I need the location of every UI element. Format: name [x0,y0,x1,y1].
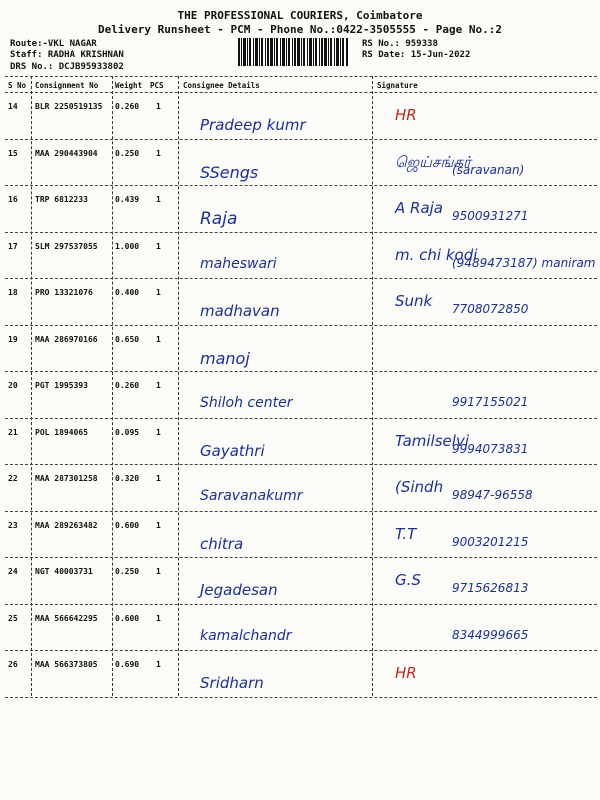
row-sno: 14 [8,102,18,111]
row-consignment: NGT 40003731 [35,567,93,576]
row-consignment: MAA 286970166 [35,334,98,344]
row-pcs: 1 [156,288,161,297]
row-weight: 0.260 [115,102,140,111]
barcode-image [238,38,348,66]
row-weight: 0.690 [115,660,140,669]
row-separator [5,185,597,186]
row-sno: 20 [8,381,18,390]
company-title: THE PROFESSIONAL COURIERS, Coimbatore [177,9,423,22]
row-consignment: SLM 297537055 [35,241,98,251]
row-signature-name: HR [395,106,417,124]
table-top-rule [5,76,597,77]
row-sno: 16 [8,195,18,204]
runsheet-title: Delivery Runsheet - PCM - Phone No.:0422-3505555 - Page No.:2 [98,23,502,36]
row-signature-name: (Sindh [395,478,444,496]
row-signature-name: ஜெய்சங்கர் [395,152,471,171]
drs-label: DRS No.: DCJB95933802 [10,62,124,72]
row-pcs: 1 [156,195,161,204]
row-separator [5,464,597,465]
row-pcs: 1 [156,241,161,251]
row-consignment: MAA 287301258 [35,474,98,483]
col-signature: Signature [377,81,418,90]
row-sno: 17 [8,241,18,251]
row-signature-name: T.T [395,524,417,543]
row-sno: 23 [8,520,18,530]
row-pcs: 1 [156,102,161,111]
row-signature-name: G.S [395,571,421,589]
col-weight: Weight [115,81,143,90]
row-signature-phone: 9994073831 [452,441,529,456]
row-weight: 0.250 [115,148,140,158]
row-consignment: MAA 566642295 [35,613,98,623]
row-weight: 1.000 [115,241,140,251]
col-consignee: Consignee Details [183,81,260,90]
row-consignee-handwriting: Pradeep kumr [200,116,306,134]
row-consignee-handwriting: SSengs [200,162,259,182]
staff-label: Staff: RADHA KRISHNAN [10,50,124,60]
row-sno: 24 [8,567,18,576]
row-consignee-handwriting: Raja [200,209,238,229]
row-signature-phone: 7708072850 [452,302,529,316]
row-pcs: 1 [156,567,161,576]
row-consignee-handwriting: kamalchandr [200,627,292,644]
row-separator [5,650,597,651]
row-pcs: 1 [156,520,161,530]
row-signature-name: HR [395,664,417,682]
row-signature-phone: 8344999665 [452,627,529,642]
row-consignment: PRO 13321076 [35,288,93,297]
row-pcs: 1 [156,660,161,669]
row-consignment: MAA 289263482 [35,520,98,530]
col-consignment: Consignment No [35,81,99,90]
row-separator [5,511,597,512]
row-consignment: PGT 1995393 [35,381,88,390]
row-sno: 15 [8,148,18,158]
row-sno: 22 [8,474,18,483]
row-consignment: BLR 2250519135 [35,102,103,111]
row-weight: 0.650 [115,334,140,344]
row-separator [5,557,597,558]
row-signature-phone: (9489473187) maniram [452,255,596,270]
row-pcs: 1 [156,381,161,390]
row-weight: 0.250 [115,567,140,576]
route-label: Route:-VKL NAGAR [10,39,97,49]
row-separator [5,604,597,605]
row-consignee-handwriting: madhavan [200,302,280,320]
row-weight: 0.600 [115,520,140,530]
row-weight: 0.320 [115,474,140,483]
table-header-rule [5,92,597,93]
row-pcs: 1 [156,334,161,344]
row-separator [5,139,597,140]
row-signature-phone: 9003201215 [452,534,529,549]
row-signature-phone: 9715626813 [452,581,529,595]
row-separator [5,232,597,233]
row-consignee-handwriting: Gayathri [200,441,265,460]
row-consignee-handwriting: maheswari [200,255,277,272]
row-consignee-handwriting: Sridharn [200,674,264,692]
row-separator [5,325,597,326]
row-weight: 0.439 [115,195,140,204]
row-sno: 21 [8,427,18,437]
row-weight: 0.600 [115,613,140,623]
row-pcs: 1 [156,148,161,158]
row-sno: 25 [8,613,18,623]
row-separator [5,278,597,279]
row-separator [5,697,597,698]
row-consignee-handwriting: Jegadesan [200,581,278,599]
row-consignment: TRP 6812233 [35,195,88,204]
row-signature-phone: 98947-96558 [452,488,533,502]
row-signature-phone: (saravanan) [452,162,525,177]
row-signature-name: Tamilselvi [395,431,469,450]
row-sno: 18 [8,288,18,297]
row-consignee-handwriting: Shiloh center [200,395,293,411]
row-separator [5,418,597,419]
row-signature-phone: 9917155021 [452,395,529,409]
row-sno: 19 [8,334,18,344]
row-signature-name: Sunk [395,292,433,310]
row-weight: 0.260 [115,381,140,390]
row-pcs: 1 [156,427,161,437]
row-signature-name: A Raja [395,199,444,217]
row-consignee-handwriting: manoj [200,348,250,368]
row-signature-name: m. chi kodi [395,245,478,264]
row-consignee-handwriting: Saravanakumr [200,488,303,504]
row-pcs: 1 [156,613,161,623]
row-sno: 26 [8,660,18,669]
row-consignment: MAA 290443904 [35,148,98,158]
row-pcs: 1 [156,474,161,483]
col-sno: S No [8,81,27,90]
row-weight: 0.400 [115,288,140,297]
col-pcs: PCS [150,81,164,90]
rs-date: RS Date: 15-Jun-2022 [362,50,471,60]
rs-number: RS No.: 959338 [362,39,438,49]
row-consignment: MAA 566373805 [35,660,98,669]
row-consignee-handwriting: chitra [200,534,244,553]
row-separator [5,371,597,372]
row-signature-phone: 9500931271 [452,209,529,223]
row-consignment: POL 1894065 [35,427,88,437]
row-weight: 0.095 [115,427,140,437]
